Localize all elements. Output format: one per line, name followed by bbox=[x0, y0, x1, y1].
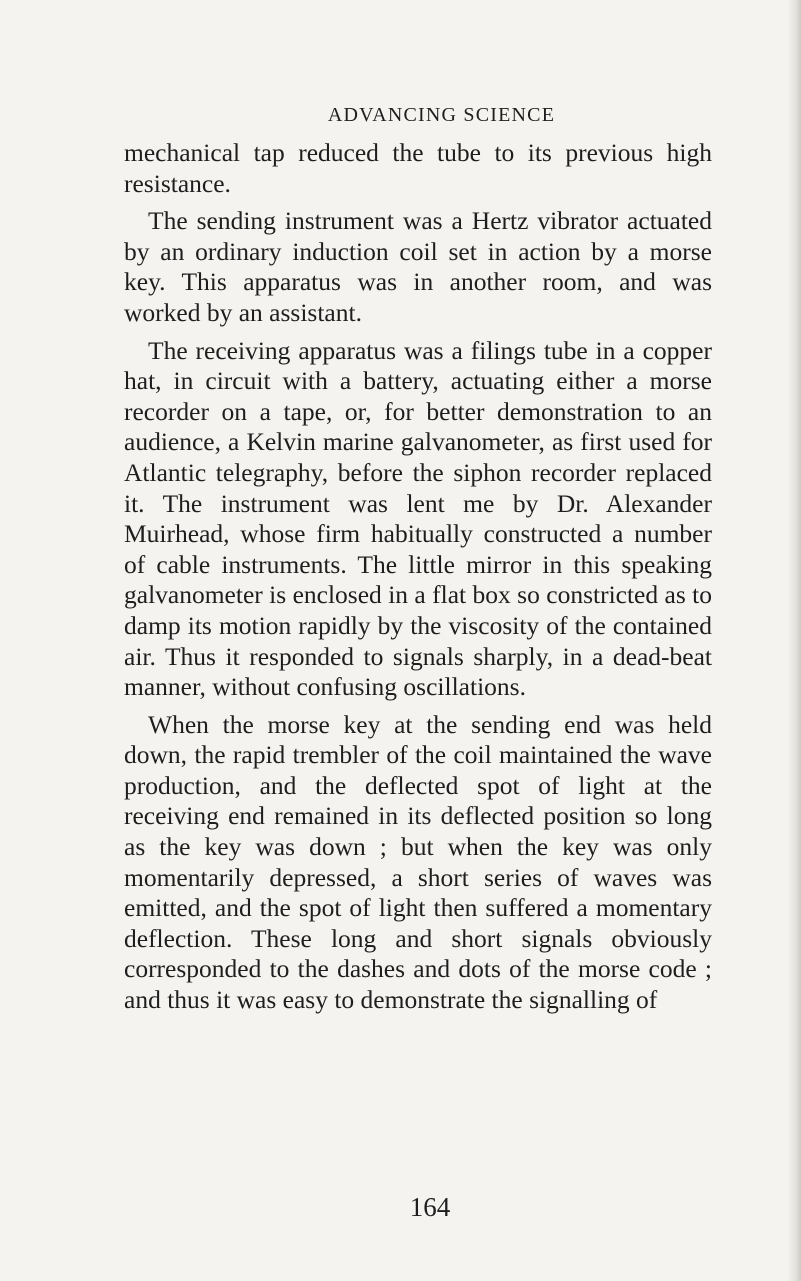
paragraph: mechanical tap reduced the tube to its previous high resistance. bbox=[124, 138, 712, 198]
running-head: ADVANCING SCIENCE bbox=[327, 104, 556, 126]
paragraph: The receiving apparatus was a filings tube in a copper hat, in circuit with a battery, actuating either a morse recorder on a tape, or, for better demonstration to an audience, a Kelvin marine galvanometer, as first used for Atlantic telegraphy, before the siphon recorder replaced it. The instrument was lent me by Dr. Alexander Muirhead, whose firm habitually constructed a number of cable instruments. The little mirror in this speaking galvanometer is enclosed in a flat box so constricted as to damp its motion rapidly by the viscosity of the contained air. Thus it responded to signals sharply, in a dead-beat manner, without confusing oscillations. bbox=[124, 335, 712, 702]
paragraph: When the morse key at the sending end was held down, the rapid trembler of the coil maintained the wave production, and the deflected spot of light at the receiving end remained in its deflected position so long as the key was down ; but when the key was only momentarily depressed, a short series of waves was emitted, and the spot of light then suffered a momentary deflection. These long and short signals obviously corresponded to the dashes and dots of the morse code ; and thus it was easy to demonstrate the signalling of bbox=[124, 709, 712, 1015]
body-text bbox=[124, 138, 712, 1023]
page-number: 164 bbox=[409, 1192, 451, 1222]
paragraph: The sending instrument was a Hertz vibrator actuated by an ordinary induction coil set in action by a morse key. This apparatus was in another room, and was worked by an assistant. bbox=[124, 206, 712, 327]
page-edge-shadow bbox=[787, 0, 801, 1281]
